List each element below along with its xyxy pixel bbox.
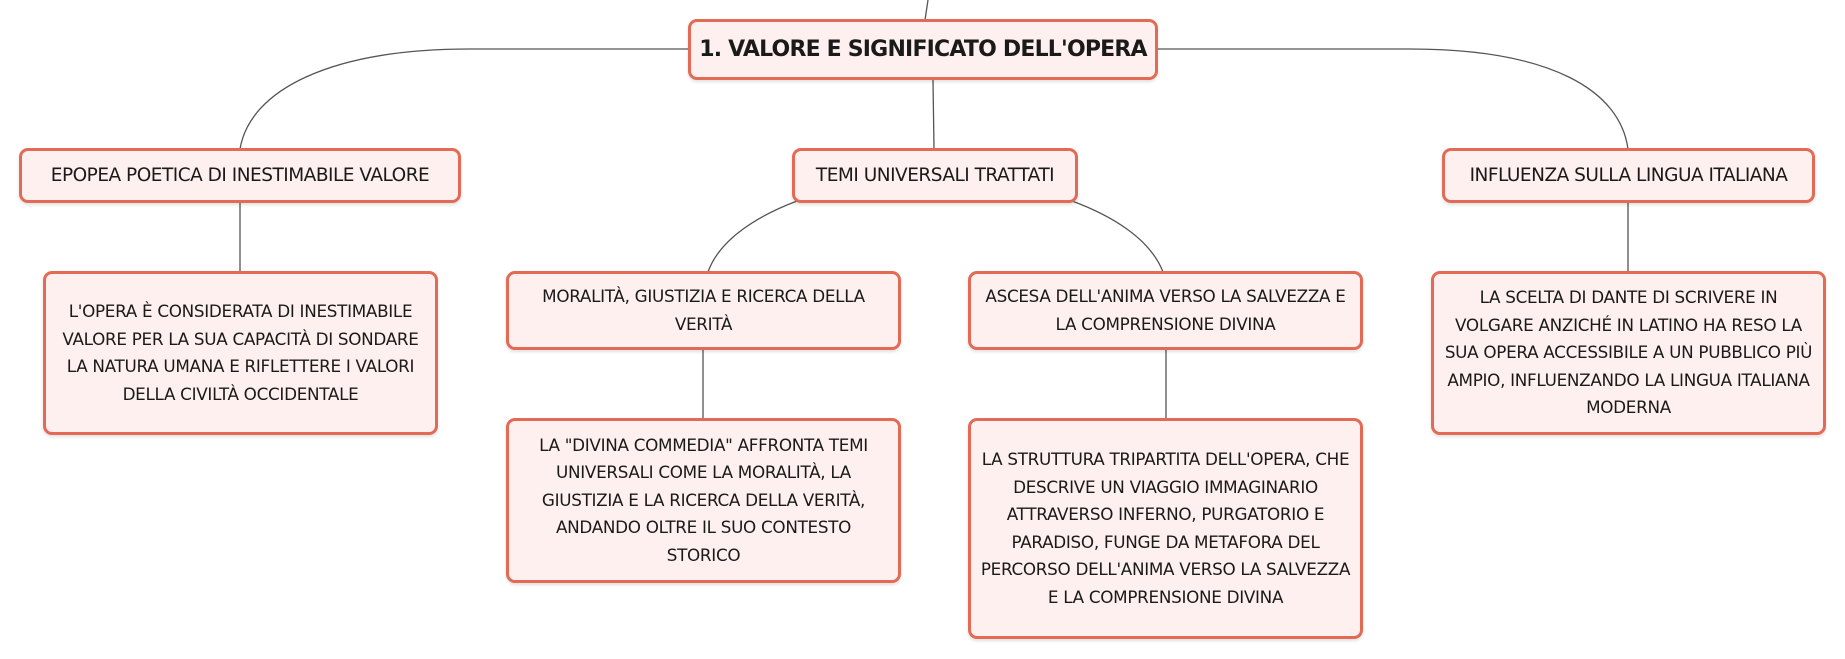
connector-root-temi: [933, 80, 934, 149]
node-epopea[interactable]: [19, 148, 461, 203]
node-ascesa[interactable]: [968, 271, 1363, 350]
node-influenza[interactable]: [1442, 148, 1815, 203]
connector-parent-root: [925, 0, 928, 20]
node-epopea-detail-text: L'OPERA È CONSIDERATA DI INESTIMABILE VALORE PER LA SUA CAPACITÀ DI SONDARE LA NATURA UMANA E RIFLETTERE I VALORI DELLA CIVILTÀ OCCIDENTALE: [62, 301, 419, 404]
node-epopea-detail[interactable]: [43, 271, 438, 435]
node-epopea-title: EPOPEA POETICA DI INESTIMABILE VALORE: [50, 165, 430, 186]
root-node[interactable]: [688, 19, 1158, 80]
connector-root-influenza: [1156, 49, 1628, 149]
node-influenza-detail[interactable]: [1431, 271, 1826, 435]
connector-temi-ascesa: [1072, 201, 1163, 272]
node-moralita-title: MORALITÀ, GIUSTIZIA E RICERCA DELLA VERITÀ: [542, 286, 865, 334]
node-ascesa-detail[interactable]: [968, 418, 1363, 639]
node-moralita-detail-text: LA "DIVINA COMMEDIA" AFFRONTA TEMI UNIVERSALI COME LA MORALITÀ, LA GIUSTIZIA E LA RICERCA DELLA VERITÀ, ANDANDO OLTRE IL SUO CONTESTO STORICO: [539, 434, 868, 565]
connector-root-epopea: [240, 49, 690, 149]
node-ascesa-detail-text: LA STRUTTURA TRIPARTITA DELL'OPERA, CHE DESCRIVE UN VIAGGIO IMMAGINARIO ATTRAVERSO INFERNO, PURGATORIO E PARADISO, FUNGE DA METAFORA DEL PERCORSO DELL'ANIMA VERSO LA SALVEZZA E LA COMPRENSIONE DIVINA: [980, 449, 1351, 607]
node-moralita[interactable]: [506, 271, 901, 350]
node-moralita-detail[interactable]: [506, 418, 901, 583]
root-title: 1. VALORE E SIGNIFICATO DELL'OPERA: [699, 37, 1147, 62]
node-temi[interactable]: [792, 148, 1078, 203]
node-temi-title: TEMI UNIVERSALI TRATTATI: [815, 165, 1055, 186]
connector-temi-moralita: [708, 201, 797, 272]
node-influenza-detail-text: LA SCELTA DI DANTE DI SCRIVERE IN VOLGARE ANZICHÉ IN LATINO HA RESO LA SUA OPERA ACCESSIBILE A UN PUBBLICO PIÙ AMPIO, INFLUENZANDO LA LINGUA ITALIANA MODERNA: [1444, 287, 1813, 418]
node-ascesa-title: ASCESA DELL'ANIMA VERSO LA SALVEZZA E LA COMPRENSIONE DIVINA: [985, 286, 1346, 334]
node-influenza-title: INFLUENZA SULLA LINGUA ITALIANA: [1469, 165, 1788, 186]
